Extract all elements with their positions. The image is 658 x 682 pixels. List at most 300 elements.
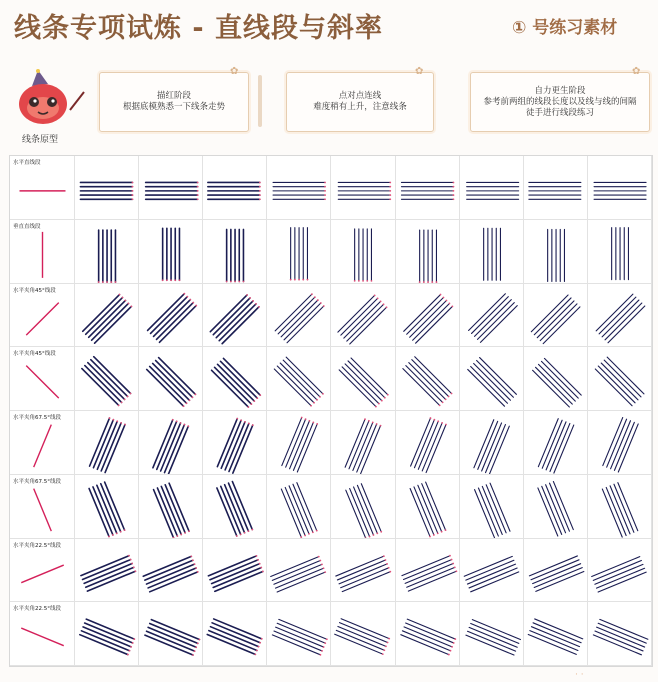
practice-stroke bbox=[338, 627, 386, 647]
guide-dot bbox=[321, 650, 323, 652]
guide-dot bbox=[259, 186, 261, 188]
guide-dot bbox=[301, 417, 303, 419]
practice-cell bbox=[460, 539, 524, 603]
guide-dot bbox=[429, 417, 431, 419]
practice-stroke bbox=[532, 371, 569, 408]
practice-cell bbox=[331, 602, 395, 666]
practice-cell bbox=[139, 220, 203, 284]
guide-dot bbox=[452, 190, 454, 192]
practice-cell bbox=[203, 539, 267, 603]
reference-cell bbox=[10, 539, 75, 603]
guide-dot bbox=[183, 406, 185, 408]
guide-dot bbox=[454, 638, 456, 640]
guide-dot bbox=[124, 399, 126, 401]
guide-dot bbox=[120, 422, 122, 424]
row-label: 垂直直线段 bbox=[13, 223, 41, 230]
practice-cell bbox=[524, 156, 588, 220]
guide-dot bbox=[255, 302, 257, 304]
practice-stroke bbox=[538, 365, 575, 402]
stage-title: 点对点连线 bbox=[338, 91, 382, 101]
guide-dot bbox=[316, 399, 318, 401]
guide-dot bbox=[132, 194, 134, 196]
practice-cell bbox=[75, 284, 139, 348]
guide-dot bbox=[127, 396, 129, 398]
guide-dot bbox=[445, 424, 447, 426]
practice-cell bbox=[203, 475, 267, 539]
practice-cell bbox=[139, 411, 203, 475]
practice-stroke bbox=[414, 357, 451, 394]
guide-dot bbox=[433, 534, 435, 536]
guide-dot bbox=[324, 194, 326, 196]
guide-dot bbox=[121, 402, 123, 404]
guide-dot bbox=[431, 281, 433, 283]
flower-icon: ✿ bbox=[415, 66, 424, 77]
reference-cell bbox=[10, 156, 75, 220]
practice-cell bbox=[460, 220, 524, 284]
guide-dot bbox=[108, 535, 110, 537]
guide-dot bbox=[452, 198, 454, 200]
guide-dot bbox=[184, 532, 186, 534]
practice-stroke bbox=[595, 369, 632, 406]
practice-cell bbox=[203, 411, 267, 475]
practice-cell bbox=[524, 539, 588, 603]
practice-cell bbox=[75, 220, 139, 284]
guide-dot bbox=[317, 423, 319, 425]
guide-dot bbox=[358, 280, 360, 282]
mascot-illustration bbox=[10, 68, 90, 128]
guide-dot bbox=[112, 534, 114, 536]
reference-cell bbox=[10, 220, 75, 284]
guide-dot bbox=[324, 190, 326, 192]
guide-dot bbox=[116, 532, 118, 534]
row-label: 水平夹角45°线段 bbox=[13, 287, 56, 294]
practice-stroke bbox=[275, 369, 312, 406]
practice-stroke bbox=[284, 303, 321, 340]
guide-dot bbox=[320, 559, 322, 561]
practice-stroke bbox=[287, 306, 324, 343]
flower-icon: ✿ bbox=[230, 66, 239, 77]
practice-cell bbox=[75, 539, 139, 603]
practice-cell bbox=[75, 156, 139, 220]
guide-dot bbox=[448, 654, 450, 656]
guide-dot bbox=[259, 182, 261, 184]
guide-dot bbox=[316, 530, 318, 532]
guide-dot bbox=[128, 302, 130, 304]
practice-stroke bbox=[473, 364, 510, 401]
guide-dot bbox=[438, 405, 440, 407]
practice-stroke bbox=[545, 484, 565, 532]
practice-cell bbox=[396, 411, 460, 475]
guide-dot bbox=[381, 531, 383, 533]
guide-dot bbox=[251, 403, 253, 405]
practice-stroke bbox=[470, 367, 507, 404]
practice-cell bbox=[331, 284, 395, 348]
guide-dot bbox=[191, 555, 193, 557]
practice-cell bbox=[267, 539, 331, 603]
practice-cell bbox=[331, 411, 395, 475]
row-label: 水平夹角67.5°线段 bbox=[13, 478, 61, 485]
guide-dot bbox=[323, 567, 325, 569]
guide-dot bbox=[354, 280, 356, 282]
practice-cell bbox=[460, 284, 524, 348]
guide-dot bbox=[194, 563, 196, 565]
practice-grid bbox=[9, 155, 653, 667]
page-subtitle: ① 号练习素材 bbox=[512, 18, 618, 38]
practice-stroke bbox=[275, 294, 312, 331]
guide-dot bbox=[307, 279, 309, 281]
guide-dot bbox=[258, 305, 260, 307]
practice-cell bbox=[588, 220, 652, 284]
guide-dot bbox=[324, 198, 326, 200]
practice-cell bbox=[460, 411, 524, 475]
guide-dot bbox=[132, 182, 134, 184]
practice-cell bbox=[203, 220, 267, 284]
guide-dot bbox=[133, 638, 135, 640]
row-label: 水平夹角22.5°线段 bbox=[13, 542, 61, 549]
guide-dot bbox=[199, 639, 201, 641]
practice-cell bbox=[460, 347, 524, 411]
guide-dot bbox=[248, 406, 250, 408]
guide-dot bbox=[313, 402, 315, 404]
practice-cell bbox=[524, 347, 588, 411]
practice-stroke bbox=[281, 300, 318, 337]
guide-dot bbox=[130, 558, 132, 560]
practice-cell bbox=[588, 411, 652, 475]
guide-dot bbox=[363, 280, 365, 282]
guide-dot bbox=[131, 562, 133, 564]
practice-cell bbox=[524, 475, 588, 539]
practice-stroke bbox=[351, 358, 388, 395]
guide-dot bbox=[323, 305, 325, 307]
guide-dot bbox=[132, 198, 134, 200]
practice-stroke bbox=[278, 297, 315, 334]
stage-desc: 难度稍有上升，注意线条 bbox=[313, 102, 407, 112]
guide-dot bbox=[294, 279, 296, 281]
guide-dot bbox=[386, 306, 388, 308]
guide-dot bbox=[442, 296, 444, 298]
practice-stroke bbox=[278, 366, 315, 403]
reference-cell bbox=[10, 347, 75, 411]
practice-stroke bbox=[469, 628, 517, 648]
practice-stroke bbox=[474, 299, 511, 336]
guide-dot bbox=[194, 651, 196, 653]
practice-cell bbox=[524, 284, 588, 348]
practice-stroke bbox=[467, 564, 515, 584]
practice-stroke bbox=[347, 304, 384, 341]
practice-cell bbox=[396, 475, 460, 539]
guide-dot bbox=[172, 419, 174, 421]
guide-dot bbox=[383, 555, 385, 557]
guide-dot bbox=[257, 558, 259, 560]
guide-dot bbox=[197, 186, 199, 188]
practice-cell bbox=[75, 347, 139, 411]
guide-dot bbox=[170, 279, 172, 281]
guide-dot bbox=[130, 393, 132, 395]
practice-stroke bbox=[354, 487, 374, 535]
guide-dot bbox=[452, 182, 454, 184]
guide-dot bbox=[256, 650, 258, 652]
reference-cell bbox=[10, 284, 75, 348]
practice-stroke bbox=[534, 297, 571, 334]
guide-dot bbox=[195, 567, 197, 569]
guide-dot bbox=[226, 280, 228, 282]
practice-cell bbox=[75, 411, 139, 475]
guide-dot bbox=[188, 425, 190, 427]
guide-dot bbox=[381, 400, 383, 402]
practice-stroke bbox=[608, 306, 645, 343]
mascot-label: 线条原型 bbox=[22, 135, 59, 145]
guide-dot bbox=[387, 642, 389, 644]
guide-dot bbox=[390, 194, 392, 196]
practice-stroke bbox=[343, 367, 380, 404]
guide-dot bbox=[317, 299, 319, 301]
guide-dot bbox=[423, 281, 425, 283]
guide-dot bbox=[389, 638, 391, 640]
practice-stroke bbox=[211, 627, 259, 647]
practice-cell bbox=[396, 602, 460, 666]
practice-stroke bbox=[479, 358, 516, 395]
guide-dot bbox=[184, 424, 186, 426]
guide-dot bbox=[380, 425, 382, 427]
guide-dot bbox=[418, 281, 420, 283]
guide-dot bbox=[246, 294, 248, 296]
practice-cell bbox=[203, 347, 267, 411]
guide-dot bbox=[382, 653, 384, 655]
practice-stroke bbox=[148, 628, 196, 648]
guide-dot bbox=[188, 530, 190, 532]
guide-dot bbox=[249, 297, 251, 299]
practice-cell bbox=[331, 347, 395, 411]
practice-stroke bbox=[537, 300, 574, 337]
guide-dot bbox=[455, 570, 457, 572]
guide-dot bbox=[450, 558, 452, 560]
guide-dot bbox=[452, 642, 454, 644]
guide-dot bbox=[248, 423, 250, 425]
page-title: 线条专项试炼 - 直线段与斜率 bbox=[14, 13, 384, 44]
practice-cell bbox=[588, 539, 652, 603]
practice-cell bbox=[460, 602, 524, 666]
guide-dot bbox=[184, 292, 186, 294]
stage-title: 自力更生阶段 bbox=[534, 85, 586, 96]
guide-dot bbox=[252, 528, 254, 530]
guide-dot bbox=[187, 295, 189, 297]
practice-stroke bbox=[225, 484, 245, 532]
guide-dot bbox=[192, 654, 194, 656]
row-label: 水平直线段 bbox=[13, 160, 41, 166]
guide-dot bbox=[239, 280, 241, 282]
guide-dot bbox=[177, 535, 179, 537]
practice-stroke bbox=[540, 303, 577, 340]
guide-dot bbox=[176, 420, 178, 422]
guide-dot bbox=[234, 280, 236, 282]
guide-dot bbox=[298, 279, 300, 281]
guide-dot bbox=[384, 397, 386, 399]
guide-dot bbox=[451, 305, 453, 307]
practice-cell bbox=[139, 284, 203, 348]
guide-dot bbox=[312, 531, 314, 533]
guide-dot bbox=[384, 650, 386, 652]
guide-dot bbox=[180, 533, 182, 535]
guide-dot bbox=[322, 393, 324, 395]
practice-cell bbox=[396, 347, 460, 411]
practice-stroke bbox=[289, 486, 309, 534]
guide-dot bbox=[124, 424, 126, 426]
practice-stroke bbox=[83, 627, 131, 647]
guide-dot bbox=[308, 533, 310, 535]
practice-stroke bbox=[341, 298, 378, 335]
guide-dot bbox=[369, 535, 371, 537]
practice-cell bbox=[267, 602, 331, 666]
guide-dot bbox=[374, 294, 376, 296]
practice-stroke bbox=[546, 422, 566, 470]
guide-dot bbox=[189, 298, 191, 300]
practice-stroke bbox=[212, 563, 260, 583]
guide-dot bbox=[449, 650, 451, 652]
guide-dot bbox=[259, 642, 261, 644]
practice-stroke bbox=[610, 486, 630, 534]
guide-dot bbox=[320, 302, 322, 304]
practice-stroke bbox=[161, 423, 181, 471]
practice-cell bbox=[524, 602, 588, 666]
stage-card-freehand bbox=[470, 72, 650, 132]
guide-dot bbox=[377, 297, 379, 299]
practice-stroke bbox=[417, 485, 437, 533]
guide-dot bbox=[324, 186, 326, 188]
guide-dot bbox=[240, 533, 242, 535]
guide-dot bbox=[439, 293, 441, 295]
guide-dot bbox=[110, 281, 112, 283]
practice-stroke bbox=[147, 564, 195, 584]
guide-dot bbox=[192, 559, 194, 561]
guide-dot bbox=[162, 279, 164, 281]
practice-cell bbox=[267, 156, 331, 220]
practice-stroke bbox=[284, 360, 321, 397]
guide-dot bbox=[303, 279, 305, 281]
practice-cell bbox=[267, 475, 331, 539]
guide-dot bbox=[305, 418, 307, 420]
guide-dot bbox=[180, 422, 182, 424]
practice-cell bbox=[588, 284, 652, 348]
guide-dot bbox=[311, 405, 313, 407]
practice-stroke bbox=[402, 369, 439, 406]
practice-stroke bbox=[353, 422, 373, 470]
guide-dot bbox=[259, 562, 261, 564]
practice-cell bbox=[588, 475, 652, 539]
guide-dot bbox=[248, 530, 250, 532]
practice-stroke bbox=[468, 293, 505, 330]
practice-stroke bbox=[281, 363, 318, 400]
guide-dot bbox=[372, 422, 374, 424]
practice-cell bbox=[524, 220, 588, 284]
practice-stroke bbox=[97, 485, 117, 533]
practice-stroke bbox=[610, 421, 630, 469]
reference-line bbox=[26, 302, 59, 335]
practice-stroke bbox=[404, 627, 452, 647]
guide-dot bbox=[449, 554, 451, 556]
guide-dot bbox=[390, 198, 392, 200]
guide-dot bbox=[252, 300, 254, 302]
practice-cell bbox=[331, 539, 395, 603]
practice-cell bbox=[139, 539, 203, 603]
guide-dot bbox=[262, 570, 264, 572]
practice-stroke bbox=[225, 422, 245, 470]
guide-dot bbox=[102, 281, 104, 283]
practice-stroke bbox=[604, 360, 641, 397]
practice-stroke bbox=[411, 360, 448, 397]
stage-card-connect bbox=[286, 72, 434, 132]
practice-cell bbox=[267, 347, 331, 411]
guide-dot bbox=[427, 281, 429, 283]
practice-stroke bbox=[405, 366, 442, 403]
practice-stroke bbox=[418, 421, 438, 469]
reference-line bbox=[34, 425, 52, 467]
guide-dot bbox=[132, 642, 134, 644]
guide-dot bbox=[433, 419, 435, 421]
guide-dot bbox=[236, 535, 238, 537]
guide-dot bbox=[132, 186, 134, 188]
stage-title: 描红阶段 bbox=[156, 91, 191, 101]
practice-cell bbox=[139, 475, 203, 539]
reference-line bbox=[34, 488, 52, 530]
practice-stroke bbox=[607, 357, 644, 394]
guide-dot bbox=[387, 394, 389, 396]
guide-dot bbox=[133, 566, 135, 568]
practice-stroke bbox=[482, 486, 502, 534]
guide-dot bbox=[195, 304, 197, 306]
row-label: 水平夹角67.5°线段 bbox=[13, 415, 61, 421]
practice-cell bbox=[139, 156, 203, 220]
practice-stroke bbox=[599, 297, 636, 334]
guide-dot bbox=[257, 397, 259, 399]
practice-cell bbox=[396, 539, 460, 603]
guide-dot bbox=[371, 280, 373, 282]
guide-dot bbox=[124, 529, 126, 531]
guide-dot bbox=[129, 650, 131, 652]
guide-dot bbox=[118, 405, 120, 407]
guide-dot bbox=[132, 190, 134, 192]
practice-stroke bbox=[531, 294, 568, 331]
guide-dot bbox=[325, 571, 327, 573]
guide-dot bbox=[130, 305, 132, 307]
guide-dot bbox=[130, 646, 132, 648]
guide-dot bbox=[259, 194, 261, 196]
practice-stroke bbox=[339, 563, 387, 583]
guide-dot bbox=[290, 279, 292, 281]
stage-desc: 根据底模熟悉一下线条走势 bbox=[122, 102, 225, 112]
practice-stroke bbox=[409, 300, 446, 337]
flower-icon: ✿ bbox=[632, 66, 641, 77]
guide-dot bbox=[326, 639, 328, 641]
practice-stroke bbox=[415, 306, 452, 343]
guide-dot bbox=[388, 566, 390, 568]
practice-cell bbox=[331, 156, 395, 220]
guide-dot bbox=[324, 182, 326, 184]
practice-cell bbox=[267, 220, 331, 284]
guide-dot bbox=[375, 406, 377, 408]
guide-dot bbox=[259, 190, 261, 192]
guide-dot bbox=[230, 280, 232, 282]
guide-dot bbox=[260, 395, 262, 397]
guide-dot bbox=[323, 646, 325, 648]
practice-stroke bbox=[97, 421, 117, 469]
guide-dot bbox=[390, 186, 392, 188]
practice-stroke bbox=[344, 301, 381, 338]
guide-dot bbox=[376, 423, 378, 425]
guide-dot bbox=[166, 279, 168, 281]
practice-stroke bbox=[596, 627, 644, 647]
practice-cell bbox=[203, 284, 267, 348]
practice-cell bbox=[396, 156, 460, 220]
